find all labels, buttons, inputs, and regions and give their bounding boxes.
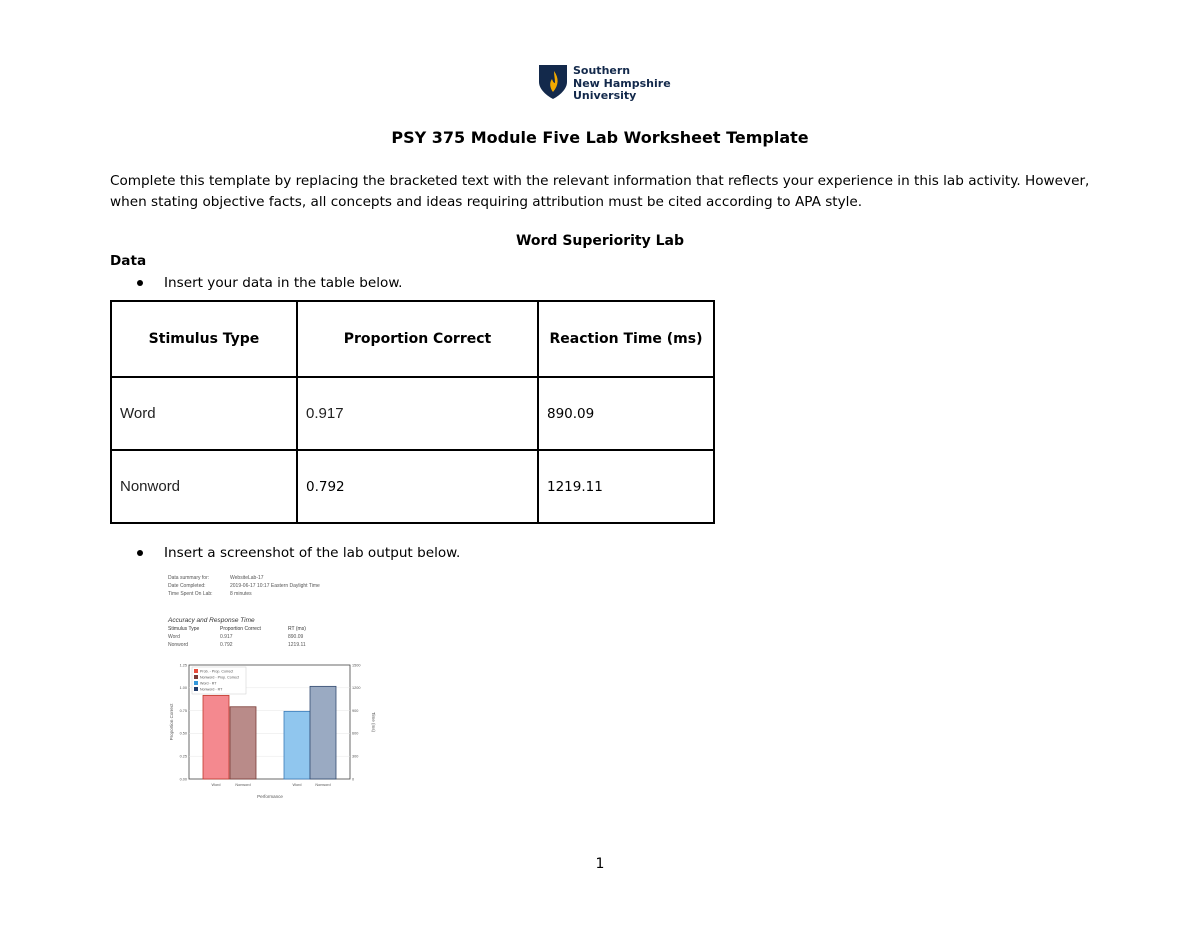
cell-stimulus: Word [111,377,297,450]
mini-header: RT (ms) [288,626,306,632]
right-axis-ticks [352,663,360,781]
section-heading-data: Data [110,253,147,269]
header-proportion-correct: Proportion Correct [297,301,538,377]
university-logo [538,62,678,106]
header-stimulus-type: Stimulus Type [111,301,297,377]
bullet-text: Insert a screenshot of the lab output below. [164,545,461,561]
chart-bar [230,707,256,779]
x-axis-label: Performance [257,794,283,799]
mini-cell: 890.09 [288,634,304,640]
chart-bar [203,695,229,779]
right-tick-label: 1200 [352,686,361,691]
left-tick-label: 0.50 [179,731,187,736]
page-number: 1 [595,856,605,872]
cell-reaction-time: 890.09 [538,377,714,450]
table-header-row [111,301,714,377]
mini-cell: 1219.11 [288,642,306,648]
mini-cell: 0.792 [220,642,233,648]
chart-bar [284,711,310,779]
legend-entry: Word - RT [200,681,217,686]
left-axis-label: Proportion Correct [169,703,174,741]
legend-swatch [194,687,198,691]
category-label: Nonword [235,783,251,787]
logo-line-1: Southern [573,64,631,77]
left-tick-label: 1.00 [179,686,187,691]
bullet-dot [137,280,143,286]
left-tick-label: 1.25 [179,663,187,668]
lab-title: Word Superiority Lab [515,233,685,249]
cell-proportion: 0.917 [297,377,538,450]
legend-entry: Nonword - Prop. Correct [200,675,239,680]
cell-stimulus: Nonword [111,450,297,523]
data-table [110,300,715,524]
intro-paragraph: Complete this template by replacing the bracketed text with the relevant information that reflects your experience in this lab activity. However, when stating objective facts, all concepts and ideas requiring attribution must be cited according to APA style. [110,173,1090,210]
legend-swatch [194,675,198,679]
table-row [111,377,714,450]
left-tick-label: 0.25 [179,754,187,759]
lab-output-image [160,570,380,802]
summary-label: Data summary for: [168,575,210,581]
chart-bar [310,686,336,779]
category-label: Word [211,783,221,787]
legend-swatch [194,681,198,685]
summary-value: WebsiteLab-17 [230,575,264,581]
right-tick-label: 0 [352,777,355,782]
university-name [573,65,671,103]
category-label: Word [292,783,302,787]
mini-cell: Word [168,634,180,640]
bullet-dot [137,550,143,556]
mini-header: Stimulus Type [168,626,200,632]
summary-value: 2019-06-17 10:17 Eastern Daylight Time [230,583,320,589]
mini-cell: 0.917 [220,634,233,640]
cell-proportion: 0.792 [297,450,538,523]
lab-output-screenshot [160,570,380,802]
shield-flame-icon [538,64,568,100]
left-tick-label: 0.75 [179,708,187,713]
right-tick-label: 900 [352,708,359,713]
document-title: PSY 375 Module Five Lab Worksheet Template [391,128,809,147]
logo-line-3: University [573,89,637,102]
logo-line-2: New Hampshire [573,76,671,90]
legend-entry: Nonword - RT [200,687,223,692]
summary-label: Date Completed: [168,583,206,589]
category-label: Nonword [315,783,331,787]
cell-reaction-time: 1219.11 [538,450,714,523]
right-tick-label: 1500 [352,663,361,668]
header-reaction-time: Reaction Time (ms) [538,301,714,377]
bullet-text: Insert your data in the table below. [164,275,403,291]
left-axis-ticks [180,663,187,781]
section-title: Accuracy and Response Time [168,617,255,624]
left-tick-label: 0.00 [179,777,187,782]
summary-label: Time Spent On Lab: [168,591,213,597]
table-row [111,450,714,523]
right-tick-label: 600 [352,731,359,736]
legend-swatch [194,669,198,673]
right-tick-label: 300 [352,754,359,759]
mini-cell: Nonword [168,642,189,648]
legend-entry: Prob. - Prop. Correct [200,669,234,674]
mini-header: Proportion Correct [220,626,261,632]
right-axis-label: Time (ms) [371,711,376,733]
summary-value: 8 minutes [230,591,252,597]
